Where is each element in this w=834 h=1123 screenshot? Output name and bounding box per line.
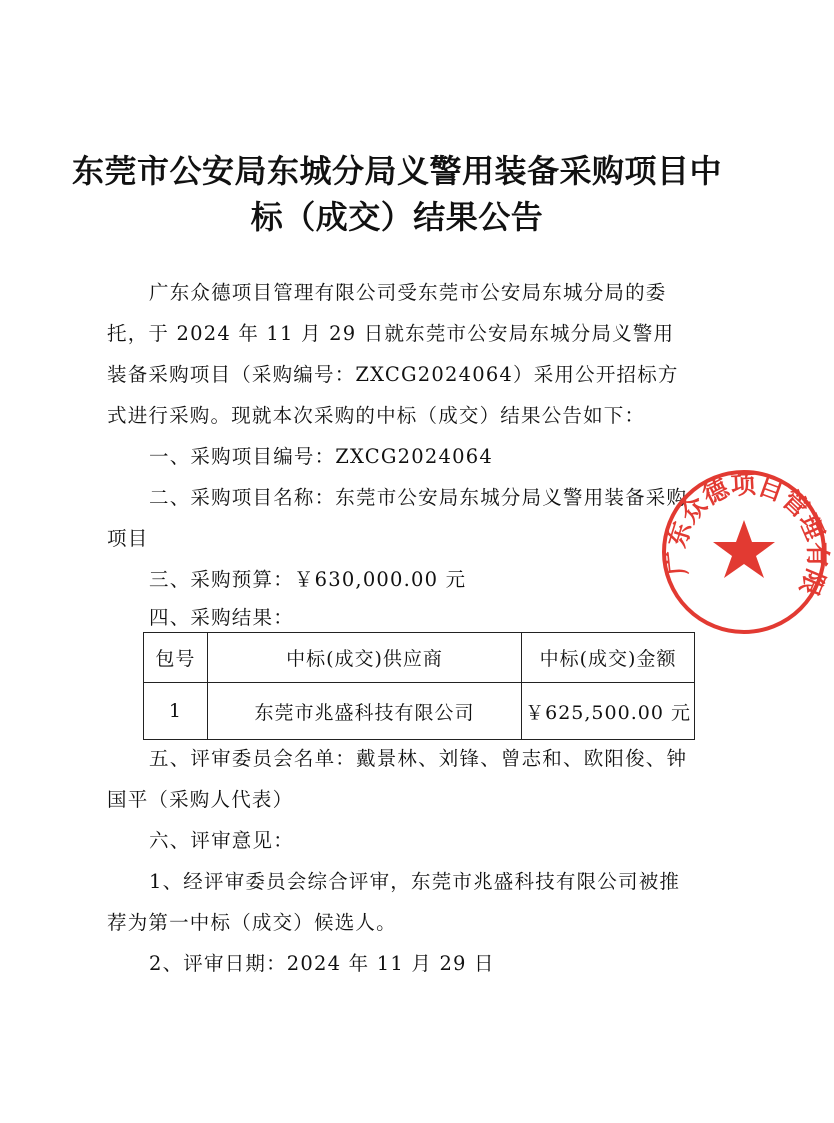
seal-star <box>713 520 775 578</box>
header-supplier: 中标(成交)供应商 <box>207 633 521 683</box>
document-title <box>60 148 734 240</box>
company-seal <box>641 439 834 642</box>
review-committee: 五、评审委员会名单：戴景林、刘锋、曾志和、欧阳俊、钟国平（采购人代表） <box>107 747 688 811</box>
review-opinion-heading: 六、评审意见： <box>149 829 294 852</box>
seal-graphic <box>641 439 834 642</box>
review-date: 2、评审日期：2024 年 11 月 29 日 <box>149 952 495 975</box>
seal-text: 广东众德项目管理有限公司 <box>641 439 833 600</box>
header-package: 包号 <box>144 633 208 683</box>
intro-paragraph: 广东众德项目管理有限公司受东莞市公安局东城分局的委托，于 2024 年 11 月 29 日就东莞市公安局东城分局义警用装备采购项目（采购编号：ZXCG2024064）采用公开招标方式进行采购。现就本次采购的中标（成交）结果公告如下： <box>107 281 679 427</box>
title-line-2: 标（成交）结果公告 <box>250 198 544 236</box>
review-opinion-1: 1、经评审委员会综合评审，东莞市兆盛科技有限公司被推荐为第一中标（成交）候选人。 <box>107 870 681 934</box>
table-row <box>144 683 695 740</box>
project-number: 一、采购项目编号：ZXCG2024064 <box>149 445 493 468</box>
procurement-result-heading: 四、采购结果： <box>149 606 294 629</box>
cell-amount: ￥625,500.00 元 <box>522 683 695 740</box>
result-table <box>143 632 695 740</box>
cell-supplier: 东莞市兆盛科技有限公司 <box>207 683 521 740</box>
table-header-row <box>144 633 695 683</box>
procurement-budget: 三、采购预算：￥630,000.00 元 <box>149 568 467 591</box>
cell-package: 1 <box>144 683 208 740</box>
project-name: 二、采购项目名称：东莞市公安局东城分局义警用装备采购项目 <box>107 486 688 550</box>
title-line-1: 东莞市公安局东城分局义警用装备采购项目中 <box>71 152 722 190</box>
header-amount: 中标(成交)金额 <box>522 633 695 683</box>
